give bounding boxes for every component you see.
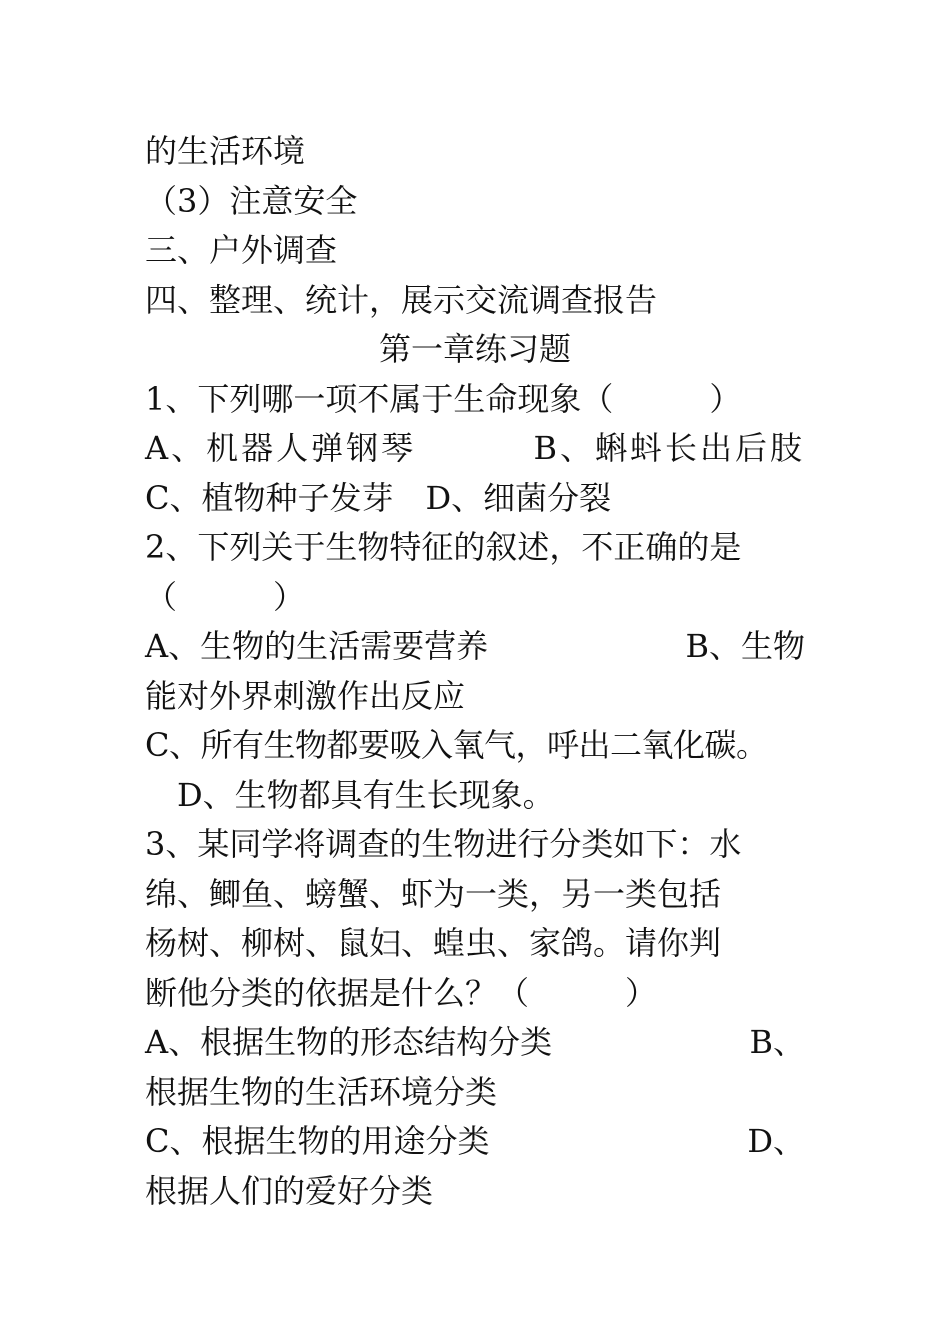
question-1: 1、下列哪一项不属于生命现象（ ）: [145, 379, 742, 418]
question-3-options-ab: [145, 1018, 805, 1068]
option-2c: C、所有生物都要吸入氧气，呼出二氧化碳。: [145, 726, 768, 764]
question-2-paren: （ ）: [145, 577, 306, 616]
option-3b: B、: [749, 1023, 805, 1061]
chapter-title: 第一章练习题: [378, 330, 571, 368]
option-1b: B、蝌蚪长出后肢: [533, 429, 805, 467]
option-3d-continued: 根据人们的爱好分类: [145, 1171, 434, 1210]
question-3-options-cd: [145, 1117, 805, 1167]
document-page: [145, 127, 845, 1216]
text-line-safety: （3）注意安全: [145, 181, 358, 220]
question-1-options-ab: [145, 424, 805, 474]
option-2b-continued: 能对外界刺激作出反应: [145, 676, 466, 715]
option-2d: D、生物都具有生长现象。: [177, 775, 555, 814]
question-3-line-2: 绵、鲫鱼、螃蟹、虾为一类，另一类包括: [145, 874, 722, 913]
text-line-outdoor-survey: 三、户外调查: [145, 231, 338, 269]
question-3-line-3: 杨树、柳树、鼠妇、蝗虫、家鸽。请你判: [145, 924, 722, 962]
question-3-line-1: 3、某同学将调查的生物进行分类如下：水: [145, 825, 742, 863]
option-3b-continued: 根据生物的生活环境分类: [145, 1072, 498, 1111]
option-3c: C、根据生物的用途分类: [145, 1122, 490, 1160]
option-2b: B、生物: [685, 627, 805, 665]
question-1-options-cd: C、植物种子发芽 D、细菌分裂: [145, 478, 612, 517]
question-2-options-ab: [145, 622, 805, 672]
question-3-line-4: 断他分类的依据是什么？（ ）: [145, 973, 658, 1012]
option-3a: A、根据生物的形态结构分类: [145, 1023, 553, 1061]
option-1a: A、机器人弹钢琴: [145, 429, 417, 467]
text-line-environment: 的生活环境: [145, 132, 306, 170]
option-3d: D、: [747, 1122, 805, 1160]
question-2: 2、下列关于生物特征的叙述，不正确的是: [145, 528, 742, 566]
text-line-report: 四、整理、统计，展示交流调查报告: [145, 280, 658, 319]
option-2a: A、生物的生活需要营养: [145, 627, 489, 665]
